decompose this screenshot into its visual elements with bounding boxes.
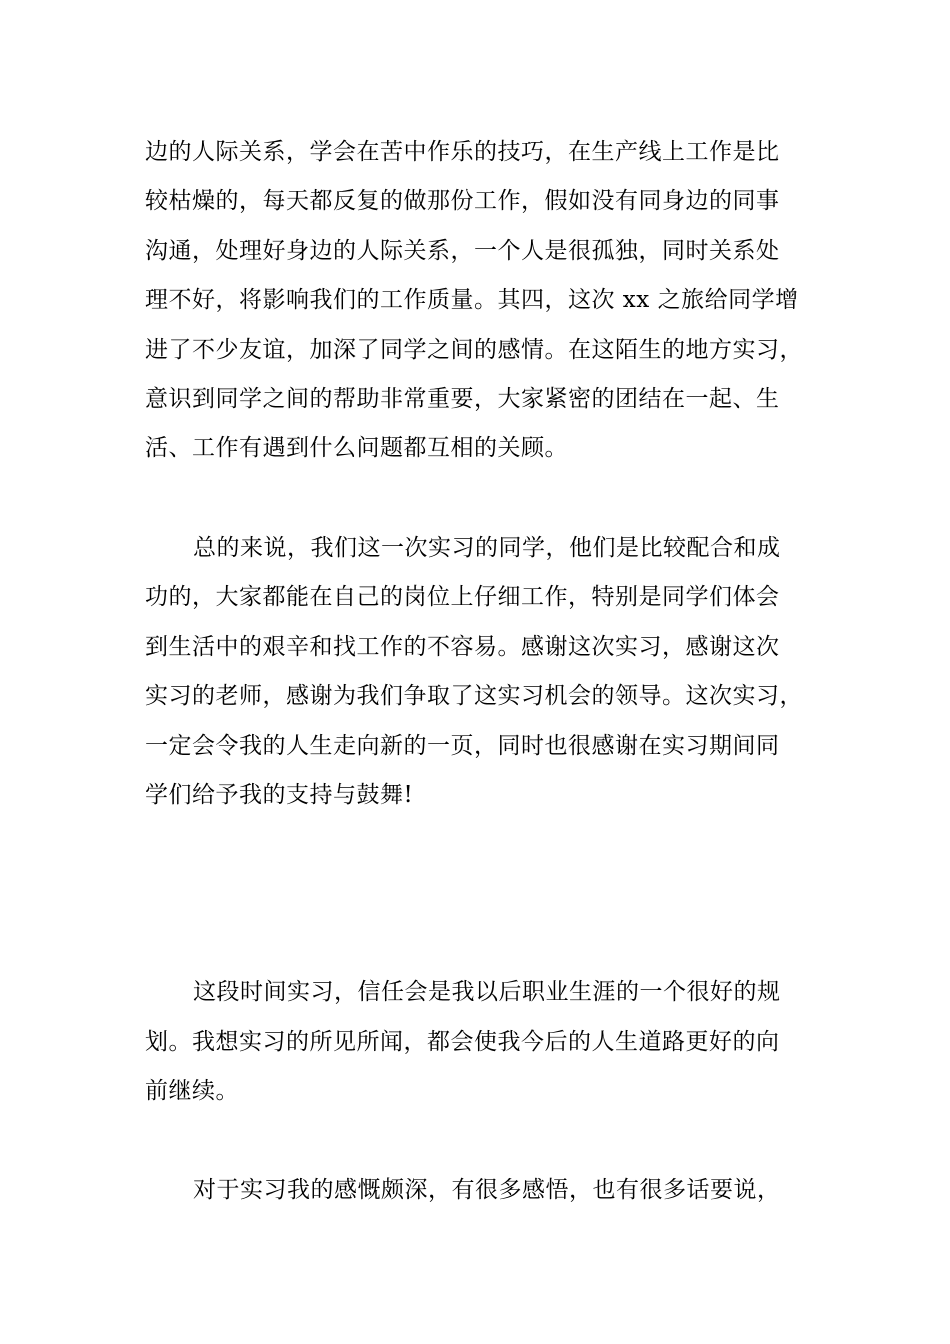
text-line: 意识到同学之间的帮助非常重要，大家紧密的团结在一起、生 xyxy=(145,386,780,412)
text-line: 实习的老师，感谢为我们争取了这实习机会的领导。这次实习， xyxy=(145,683,803,709)
text-line: 沟通，处理好身边的人际关系，一个人是很孤独，同时关系处 xyxy=(145,238,780,264)
text-line: 总的来说，我们这一次实习的同学，他们是比较配合和成 xyxy=(193,535,781,561)
text-line: 到生活中的艰辛和找工作的不容易。感谢这次实习，感谢这次 xyxy=(145,634,780,660)
text-line: 活、工作有遇到什么问题都互相的关顾。 xyxy=(145,435,568,461)
text-line: 这段时间实习，信任会是我以后职业生涯的一个很好的规 xyxy=(193,979,781,1005)
text-line: 较枯燥的，每天都反复的做那份工作，假如没有同身边的同事 xyxy=(145,188,780,214)
text-line: 划。我想实习的所见所闻，都会使我今后的人生道路更好的向 xyxy=(145,1029,780,1055)
text-line: 对于实习我的感慨颇深，有很多感悟，也有很多话要说， xyxy=(193,1177,781,1203)
text-line: 进了不少友谊，加深了同学之间的感情。在这陌生的地方实习， xyxy=(145,337,803,363)
text-line: 前继续。 xyxy=(145,1078,239,1104)
text-line: 边的人际关系，学会在苦中作乐的技巧，在生产线上工作是比 xyxy=(145,139,780,165)
text-line: 功的，大家都能在自己的岗位上仔细工作，特别是同学们体会 xyxy=(145,584,780,610)
text-line: 学们给予我的支持与鼓舞! xyxy=(145,782,414,808)
text-line: 一定会令我的人生走向新的一页，同时也很感谢在实习期间同 xyxy=(145,733,780,759)
text-line: 理不好，将影响我们的工作质量。其四，这次 xx 之旅给同学增 xyxy=(145,287,799,313)
